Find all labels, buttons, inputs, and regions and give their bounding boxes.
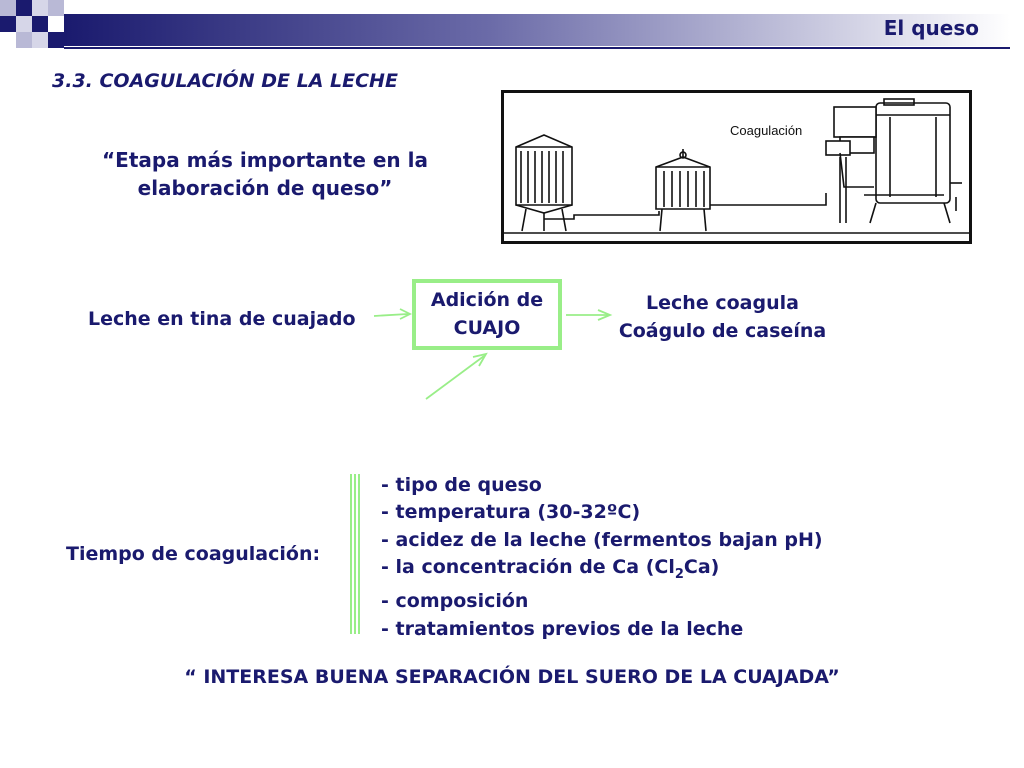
slide-title: El queso — [883, 16, 979, 40]
factor-item — [381, 554, 823, 588]
quote-line-2: elaboración de queso” — [137, 176, 393, 200]
factor-calcium: - la concentración de Ca (Cl — [381, 556, 675, 579]
process-input: Leche en tina de cuajado — [88, 308, 356, 330]
factor-item: - temperatura (30-32ºC) — [381, 501, 641, 524]
factor-item: - acidez de la leche (fermentos bajan pH) — [381, 528, 823, 551]
rennet-line-2: CUAJO — [453, 317, 521, 339]
bracket — [348, 474, 362, 634]
rennet-line-1: Adición de — [430, 289, 544, 311]
figure-label: Coagulación — [730, 123, 803, 138]
factor-list — [381, 472, 823, 643]
arrow-bottom-to-box — [426, 356, 484, 399]
conclusion: “ INTERESA BUENA SEPARACIÓN DEL SUERO DE LA CUAJADA” — [184, 666, 840, 688]
rennet-box-label — [412, 286, 562, 342]
result-line-1: Leche coagula — [646, 292, 799, 314]
factor-item: - composición — [381, 590, 529, 613]
result-line-2: Coágulo de caseína — [618, 320, 827, 342]
factor-item: - tipo de queso — [381, 474, 542, 496]
calcium-suffix: Ca) — [683, 556, 720, 579]
process-result — [600, 289, 845, 345]
arrow-input-to-box — [374, 314, 408, 316]
coagulation-time-label: Tiempo de coagulación: — [66, 543, 321, 565]
section-title: 3.3. COAGULACIÓN DE LA LECHE — [52, 70, 398, 92]
factor-item: - tratamientos previos de la leche — [381, 617, 744, 640]
quote-line-1: “Etapa más importante en la — [102, 148, 428, 172]
calcium-subscript: 2 — [674, 567, 684, 583]
